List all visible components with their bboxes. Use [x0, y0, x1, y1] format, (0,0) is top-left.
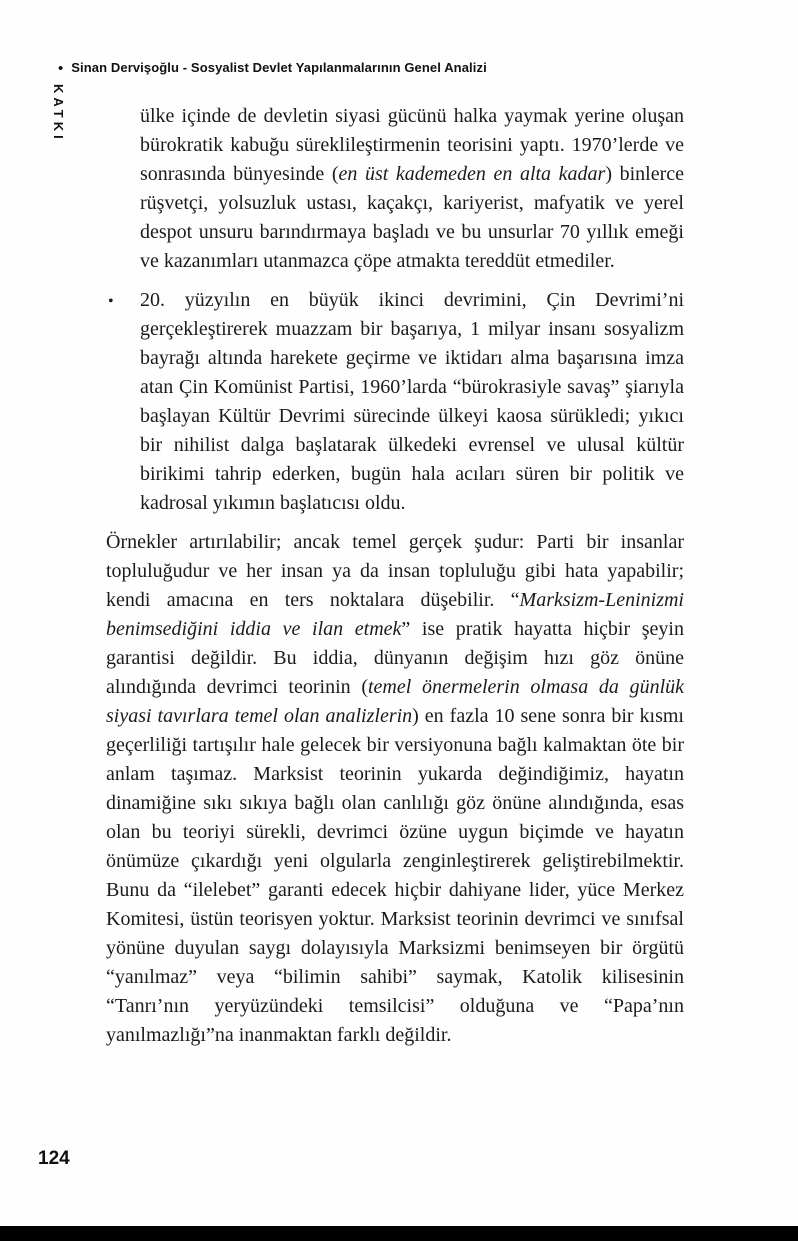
paragraph — [106, 102, 684, 276]
paragraph-text: Örnekler artırılabilir; ancak temel gerçek şudur: Parti bir insanlar topluluğudur ve her insan ya da insan topluluğu gibi hata yapabilir; kendi amacına en ters noktalara düşebilir. “ — [106, 531, 684, 611]
paragraph-text-italic: Marksizm-Leninizmi benimsediğini iddia ve ilan etmek — [106, 589, 684, 640]
paragraph-text: ” ise pratik hayatta hiçbir şeyin garantisi değildir. Bu iddia, dünyanın değişim hızı göz önüne alındığında devrimci teorinin ( — [106, 618, 684, 698]
header-author: Sinan Dervişoğlu - — [71, 60, 191, 75]
paragraph-text: ) en fazla 10 sene sonra bir kısmı geçerliliği tartışılır hale gelecek bir versiyonuna bağlı kalmaktan öte bir anlam taşımaz. Marksist teorinin yukarda değindiğimiz, hayatın dinamiğine sıkı sıkıya bağlı olan canlılığı göz önüne alındığında, esas olan bu teoriyi sürekli, devrimci özüne uygun biçimde ve hayatın önümüze çıkardığı yeni olgularla zenginleştirerek geliştirebilmektir. Bunu da “ilelebet” garanti edecek hiçbir dahiyane lider, yüce Merkez Komitesi, üstün teorisyen yoktur. Marksist teorinin devrimci ve sınıfsal yönüne duyulan saygı dolayısıyla Marksizmi benimseyen bir örgütü “yanılmaz” veya “bilimin sahibi” saymak, Katolik kilisesinin “Tanrı’nın yeryüzündeki temsilcisi” olduğuna ve “Papa’nın yanılmazlığı”na inanmaktan farklı değildir. — [106, 705, 684, 1046]
paragraph-text-italic: en üst kademeden en alta kadar — [338, 163, 606, 185]
page-header — [58, 60, 698, 77]
paragraph-text-italic: temel önermelerin olmasa da günlük siyasi tavırlara temel olan analizlerin — [106, 676, 684, 727]
bottom-bar — [0, 1226, 798, 1241]
page-content — [106, 102, 684, 1050]
header-title: Sosyalist Devlet Yapılanmalarının Genel Analizi — [190, 60, 487, 75]
list-bullet-icon: • — [108, 293, 114, 310]
paragraph — [106, 528, 684, 1050]
paragraph-text: ) binlerce rüşvetçi, yolsuzluk ustası, kaçakçı, kariyerist, mafyatik ve yerel despot unsuru barındırmaya başladı ve bu unsurlar 70 yıllık emeği ve kazanımları utanmazca çöpe atmakta tereddüt etmediler. — [140, 163, 684, 272]
paragraph-text: 20. yüzyılın en büyük ikinci devrimini, Çin Devrimi’ni gerçekleştirerek muazzam bir başarıya, 1 milyar insanı sosyalizm bayrağı altında harekete geçirme ve iktidarı alma başarısına imza atan Çin Komünist Partisi, 1960’larda “bürokrasiyle savaş” şiarıyla başlayan Kültür Devrimi sürecinde ülkeyi kaosa sürükledi; yıkıcı bir nihilist dalga başlatarak ülkedeki evrensel ve ulusal kültür birikimi tahrip ederken, bugün hala acıları süren bir politik ve kadrosal yıkımın başlatıcısı oldu. — [140, 289, 684, 514]
header-bullet-icon: • — [58, 60, 64, 77]
paragraph-text: ülke içinde de devletin siyasi gücünü halka yaymak yerine oluşan bürokratik kabuğu süreklileştirmenin teorisini yaptı. 1970’lerde ve sonrasında bünyesinde ( — [140, 105, 684, 185]
paragraph — [106, 286, 684, 518]
journal-spine-label: KATKI — [51, 84, 66, 143]
page-number: 124 — [38, 1148, 70, 1169]
